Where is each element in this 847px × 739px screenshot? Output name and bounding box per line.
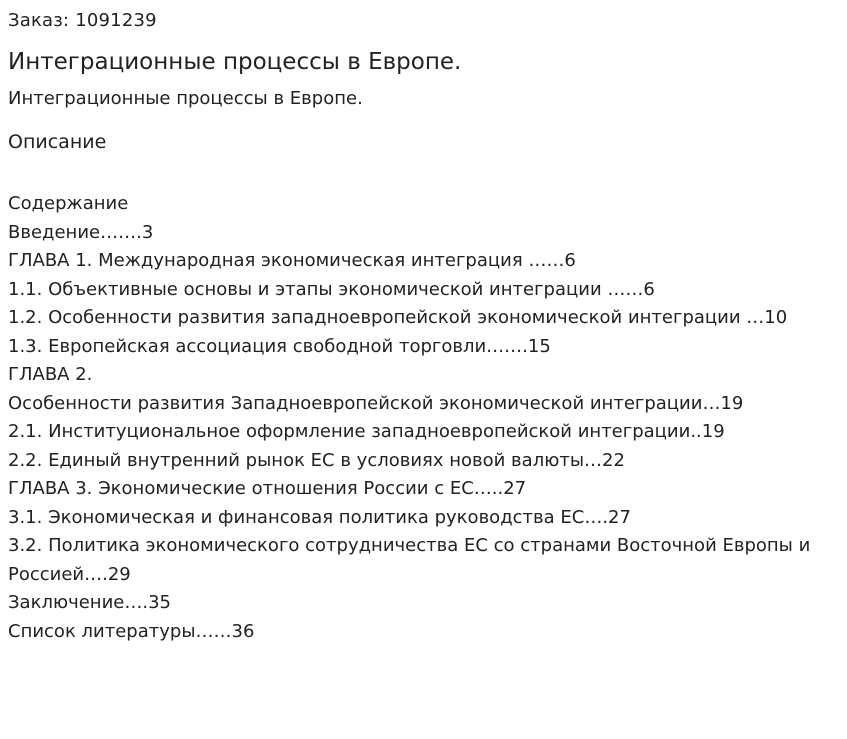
order-number: Заказ: 1091239 — [8, 10, 157, 31]
toc-line: 1.1. Объективные основы и этапы экономической интеграции ……6 — [8, 278, 655, 300]
toc-line: 1.3. Европейская ассоциация свободной торговли…….15 — [8, 335, 551, 357]
toc-line: ГЛАВА 3. Экономические отношения России с ЕС…..27 — [8, 478, 527, 499]
description-heading: Описание — [8, 131, 107, 153]
toc-line: 2.1. Институциональное оформление западноевропейской интеграции..19 — [8, 421, 725, 442]
toc-line: ГЛАВА 2. — [8, 364, 93, 385]
toc-line: Заключение….35 — [8, 592, 171, 613]
toc-line: 3.1. Экономическая и финансовая политика руководства ЕС….27 — [8, 506, 631, 528]
page-title: Интеграционные процессы в Европе. — [8, 49, 462, 75]
toc-heading: Содержание — [8, 193, 129, 214]
table-of-contents — [8, 190, 839, 646]
toc-line: 1.2. Особенности развития западноевропейской экономической интеграции …10 — [8, 307, 788, 328]
toc-line: 2.2. Единый внутренний рынок ЕС в условиях новой валюты…22 — [8, 449, 625, 471]
toc-line: Список литературы……36 — [8, 620, 255, 642]
toc-line: 3.2. Политика экономического сотрудничества ЕС со странами Восточной Европы и Россией….29 — [8, 535, 811, 585]
toc-line: Особенности развития Западноевропейской экономической интеграции…19 — [8, 392, 744, 414]
toc-line: ГЛАВА 1. Международная экономическая интеграция ……6 — [8, 250, 576, 271]
page-subtitle: Интеграционные процессы в Европе. — [8, 88, 363, 109]
toc-line: Введение…….3 — [8, 221, 154, 243]
